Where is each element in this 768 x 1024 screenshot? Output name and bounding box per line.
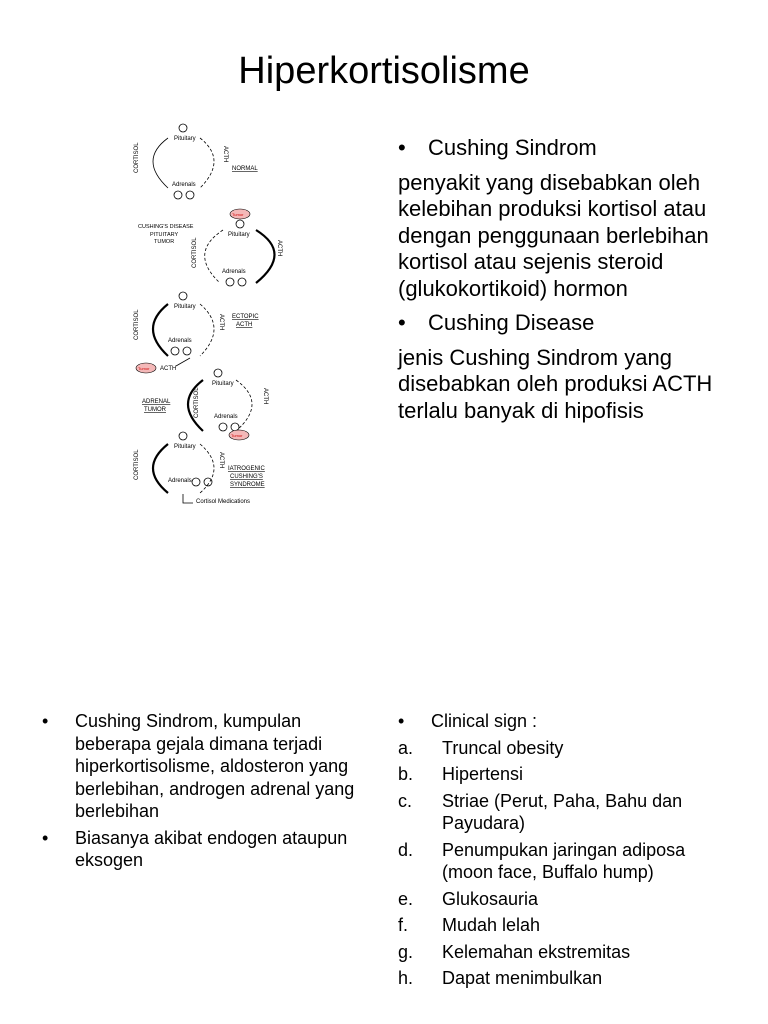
pituitary-label: Pituitary xyxy=(174,304,196,310)
list-marker: h. xyxy=(398,968,414,988)
cortisol-label: CORTISOL xyxy=(134,309,140,340)
pituitary-label: Pituitary xyxy=(174,136,196,142)
panel-iatrogenic xyxy=(134,432,266,505)
list-item xyxy=(42,827,362,872)
pituitary-label: Pituitary xyxy=(174,444,196,450)
slide-2 xyxy=(0,700,768,1024)
adrenals-label: Adrenals xyxy=(168,338,192,344)
bullet-dot: • xyxy=(398,310,406,335)
list-marker: b. xyxy=(398,764,414,784)
pituitary-label: Pituitary xyxy=(212,381,234,387)
bullet-dot: • xyxy=(42,827,49,848)
bullet-dot: • xyxy=(398,711,405,731)
clinical-heading-row xyxy=(398,710,738,733)
panel-cushings-disease xyxy=(138,209,282,286)
acth-label: ACTH xyxy=(262,388,268,405)
tumor-label: Tumor xyxy=(231,433,243,438)
adrenal-label: ADRENAL xyxy=(142,399,171,405)
bullet-text: jenis Cushing Sindrom yang disebabkan oleh produksi ACTH terlalu banyak di hipofisis xyxy=(398,344,713,423)
list-item-text: Penumpukan jaringan adiposa (moon face, Buffalo hump) xyxy=(442,839,686,882)
list-marker: c. xyxy=(398,790,413,811)
clinical-heading: Clinical sign : xyxy=(431,711,538,731)
adrenals-label: Adrenals xyxy=(168,478,192,484)
list-marker: e. xyxy=(398,888,414,909)
acth-label: ACTH xyxy=(160,366,177,372)
pituitary-tumor-label: PITUITARY xyxy=(150,232,179,238)
tumor-label: Tumor xyxy=(232,212,244,217)
acth-label: ACTH xyxy=(218,314,224,331)
cortisol-label: CORTISOL xyxy=(194,387,200,418)
acth-label: ACTH xyxy=(222,146,228,163)
list-item xyxy=(398,839,738,884)
normal-label: NORMAL xyxy=(232,166,258,172)
cortisol-label: CORTISOL xyxy=(134,449,140,480)
panel-normal xyxy=(134,124,258,199)
list-item-text: Cushing Sindrom, kumpulan beberapa gejala dimana terjadi hiperkortisolisme, aldosteron yang berlebihan, androgen adrenal yang berlebihan xyxy=(75,711,355,821)
bullet-cushing-disease xyxy=(398,310,728,337)
cortisol-label: CORTISOL xyxy=(134,142,140,173)
list-marker: f. xyxy=(398,915,409,935)
list-marker: d. xyxy=(398,839,414,860)
hpa-axis-diagram xyxy=(128,118,288,513)
acth-label: ACTH xyxy=(218,452,224,469)
list-item xyxy=(398,914,738,937)
list-item xyxy=(398,790,738,835)
bullet-heading: Cushing Sindrom xyxy=(428,135,597,160)
list-item-text: Striae (Perut, Paha, Bahu dan Payudara) xyxy=(442,790,683,833)
bullet-dot: • xyxy=(42,711,49,731)
list-item-text: Mudah lelah xyxy=(442,915,541,935)
list-item-text: Biasanya akibat endogen ataupun eksogen xyxy=(75,827,348,870)
syndrome-label: SYNDROME xyxy=(230,482,265,488)
adrenals-label: Adrenals xyxy=(222,269,246,275)
cushings-disease-label: CUSHING'S DISEASE xyxy=(138,224,194,230)
list-item xyxy=(398,967,738,990)
list-marker: g. xyxy=(398,941,414,962)
adrenals-label: Adrenals xyxy=(214,414,238,420)
slide-title: Hiperkortisolisme xyxy=(238,50,530,92)
medications-label: Cortisol Medications xyxy=(196,499,251,505)
adrenal-tumor-label: TUMOR xyxy=(144,407,166,413)
list-marker: a. xyxy=(398,737,414,758)
list-item xyxy=(42,710,362,823)
panel-adrenal-tumor xyxy=(142,369,268,440)
list-item-text: Hipertensi xyxy=(442,764,524,784)
ectopic-label: ECTOPIC xyxy=(232,314,259,320)
iatrogenic-label: IATROGENIC xyxy=(228,466,265,472)
list-item-text: Kelemahan ekstremitas xyxy=(442,941,631,962)
adrenals-label: Adrenals xyxy=(172,182,196,188)
list-item xyxy=(398,737,738,760)
list-item xyxy=(398,888,738,911)
bullet-heading: Cushing Disease xyxy=(428,310,595,335)
pituitary-label: Pituitary xyxy=(228,232,250,238)
cortisol-label: CORTISOL xyxy=(192,237,198,268)
list-item xyxy=(398,763,738,786)
definitions-list xyxy=(398,135,728,432)
tumor-word-label: TUMOR xyxy=(154,239,175,245)
list-item-text: Truncal obesity xyxy=(442,737,564,758)
panel-ectopic-acth xyxy=(134,292,259,373)
bullet-dot: • xyxy=(398,135,406,160)
list-item xyxy=(398,941,738,964)
acth-label: ACTH xyxy=(276,240,282,257)
list-item-text: Dapat menimbulkan xyxy=(442,968,603,988)
ectopic-acth-label: ACTH xyxy=(236,322,253,328)
left-bullets xyxy=(42,710,362,876)
tumor-label: Tumor xyxy=(138,366,150,371)
clinical-signs xyxy=(398,710,738,990)
bullet-cushing-sindrom xyxy=(398,135,728,162)
list-item-text: Glukosauria xyxy=(442,888,539,909)
bullet-text: penyakit yang disebabkan oleh kelebihan produksi kortisol atau dengan penggunaan berlebihan kortisol atau sejenis steroid (glukokortikoid) hormon xyxy=(398,169,709,301)
cushings-label: CUSHING'S xyxy=(230,474,263,480)
